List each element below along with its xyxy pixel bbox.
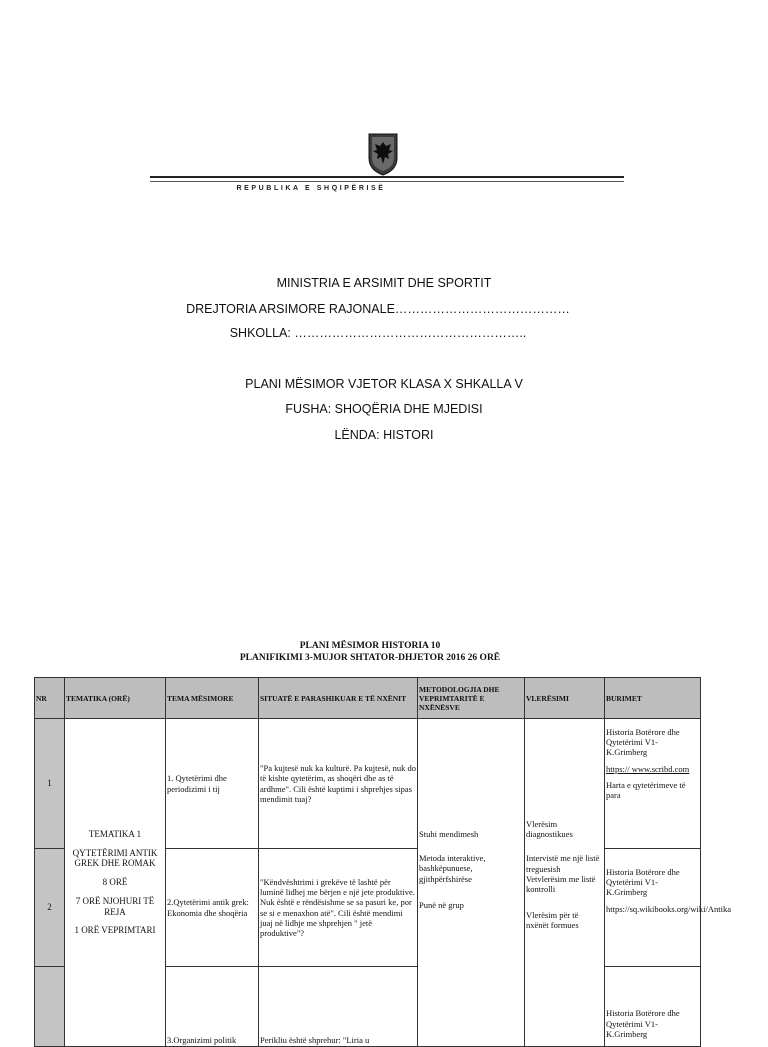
plan-table [34,677,731,1047]
albanian-eagle-emblem-icon [366,132,400,176]
situata-cell: "Këndvështrimi i grekëve të lashtë për luminë lidhej me bërjen e një jete produktive. Nuk është e rëndësishme se sa pasuri ke, por se si e menaxhon atë". Cili është mendimi juaj në lidhje me shprehjen " jetë produktive"? [259,849,418,967]
column-header: TEMA MËSIMORE [166,678,259,719]
source-text: Historia Botërore dhe Qytetërimi V1-K.Grimberg [606,1008,680,1039]
source-link[interactable]: https://sq.wikibooks.org/wiki/Antika [606,903,731,914]
tema-cell: 1. Qytetërimi dhe periodizimi i tij [166,719,259,849]
assessment-item: Vlerësim për të nxënët formues [526,910,579,931]
column-header: SITUATË E PARASHIKUAR E TË NXËNIT [259,678,418,719]
methodology-cell [418,719,525,1047]
header-rule-thin [150,181,624,182]
tematika-activity: 1 ORË VEPRIMTARI [74,925,156,936]
column-header: METODOLOGJIA DHE VEPRIMTARITË E NXËNËSVE [418,678,525,719]
country-name: REPUBLIKA E SHQIPËRISË [236,185,386,192]
column-header: TEMATIKA (ORË) [65,678,166,719]
tematika-cell [65,719,166,1047]
header-emblem-band [150,132,624,190]
column-header: BURIMET [605,678,701,719]
ministry-title: MINISTRIA E ARSIMIT DHE SPORTIT [276,276,492,290]
source-link[interactable]: https:// www.scribd.com [606,763,690,774]
source-text: Historia Botërore dhe Qytetërimi V1-K.Grimberg [606,867,680,898]
methodology-item: Stuhi mendimesh [419,829,479,839]
directorate-line: DREJTORIA ARSIMORE RAJONALE…………………………………… [186,302,570,316]
sources-cell [605,967,701,1047]
table-row [35,719,701,849]
assessment-item: Vlerësim diagnostikues [526,819,573,840]
row-number: 2 [35,849,65,967]
subject-line: LËNDA: HISTORI [334,428,434,442]
column-header: VLERËSIMI [525,678,605,719]
methodology-item: Metoda interaktive, bashkëpunuese, gjithpërfshirëse [419,853,486,884]
plan-heading: PLANI MËSIMOR HISTORIA 10 [299,641,441,651]
tematika-title: TEMATIKA 1 [88,828,142,839]
table-header-row [35,678,701,719]
header-rule-thick [150,176,624,178]
sources-cell [605,849,731,967]
assessment-cell [525,719,605,1047]
tematika-hours: 8 ORË [102,877,128,888]
field-line: FUSHA: SHOQËRIA DHE MJEDISI [285,402,483,416]
tema-cell: 3.Organizimi politik [166,967,259,1047]
source-text: Harta e qytetërimeve të para [606,779,686,800]
source-text: Historia Botërore dhe Qytetërimi V1-K.Grimberg [606,727,680,758]
plan-subheading: PLANIFIKIMI 3-MUJOR SHTATOR-DHJETOR 2016 26 ORË [239,653,501,663]
row-number [35,967,65,1047]
row-number: 1 [35,719,65,849]
situata-cell: Perikliu është shprehur: "Liria u [259,967,418,1047]
sources-cell [605,719,701,849]
column-header: NR [35,678,65,719]
methodology-item: Punë në grup [419,899,464,910]
school-line: SHKOLLA: ……………………………………………….. [229,326,527,340]
tematika-new-knowledge: 7 ORË NJOHURI TË REJA [75,895,155,917]
assessment-item: Intervistë me një listë treguesish Vetvlerësim me listë kontrolli [526,853,600,894]
situata-cell: "Pa kujtesë nuk ka kulturë. Pa kujtesë, nuk do të kishte qytetërim, as shoqëri dhe as të ardhme". Cili është kuptimi i shprehjes sipas mendimit tuaj? [259,719,418,849]
tematika-name: QYTETËRIMI ANTIK GREK DHE ROMAK [72,847,158,869]
plan-title: PLANI MËSIMOR VJETOR KLASA X SHKALLA V [245,377,523,391]
tema-cell: 2.Qytetërimi antik grek: Ekonomia dhe shoqëria [166,849,259,967]
